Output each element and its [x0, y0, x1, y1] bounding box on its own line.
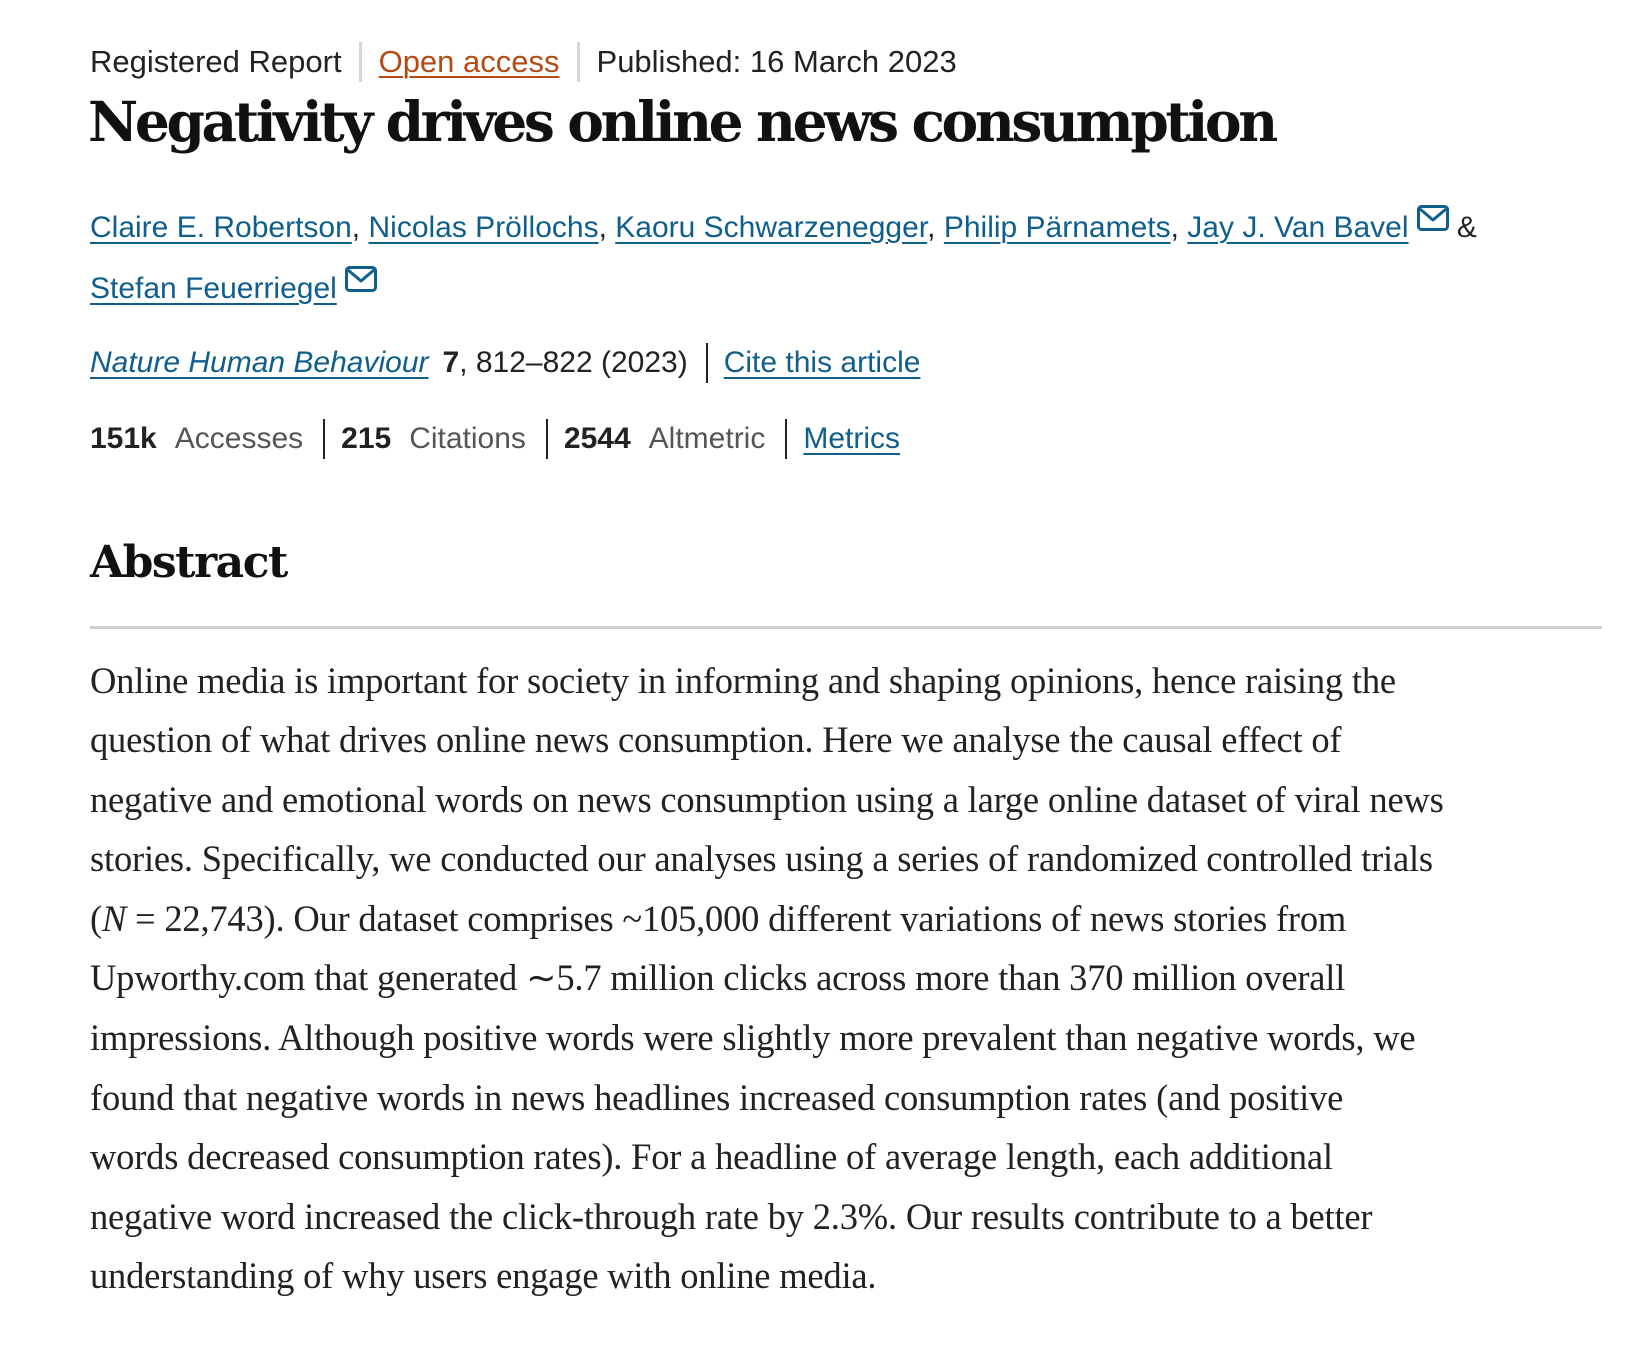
article-header-page [90, 40, 1602, 1306]
email-icon[interactable] [1417, 205, 1449, 231]
author-link[interactable]: Claire E. Robertson [90, 211, 352, 244]
altmetric-label: Altmetric [648, 422, 766, 455]
journal-link[interactable]: Nature Human Behaviour [90, 346, 429, 379]
author-link[interactable]: Stefan Feuerriegel [90, 272, 337, 305]
article-type: Registered Report [90, 44, 342, 79]
journal-pages-year: , 812–822 (2023) [459, 346, 688, 379]
author-separator: , [351, 211, 361, 244]
metrics-divider [323, 419, 325, 459]
citations-label: Citations [409, 422, 526, 455]
meta-divider [577, 42, 580, 82]
abstract-text [90, 651, 1602, 1307]
open-access-link[interactable]: Open access [378, 44, 560, 79]
article-title: Negativity drives online news consumption [88, 89, 1275, 154]
author-link[interactable]: Jay J. Van Bavel [1187, 211, 1409, 244]
accesses-label: Accesses [174, 422, 304, 455]
author-separator: , [927, 211, 936, 244]
author-separator: , [1170, 211, 1179, 244]
article-meta-row [90, 40, 1602, 84]
abstract-divider [90, 626, 1602, 629]
abstract-line: understanding of why users engage with online media. [90, 1255, 877, 1297]
abstract-line: negative and emotional words on news consumption using a large online dataset of viral news [90, 778, 1444, 820]
author-separator: , [598, 211, 607, 244]
abstract-line: negative word increased the click-through rate by 2.3%. Our results contribute to a better [90, 1195, 1373, 1237]
altmetric-score: 2544 [563, 422, 631, 455]
abstract-line: found that negative words in news headlines increased consumption rates (and positive [90, 1076, 1344, 1118]
abstract-line: question of what drives online news consumption. Here we analyse the causal effect of [90, 719, 1342, 761]
metrics-divider [546, 419, 548, 459]
abstract-line: words decreased consumption rates). For a headline of average length, each additional [90, 1136, 1333, 1178]
abstract-heading: Abstract [90, 537, 287, 588]
abstract-line: Online media is important for society in informing and shaping opinions, hence raising the [90, 659, 1396, 701]
email-icon[interactable] [345, 266, 377, 292]
metrics-link[interactable]: Metrics [803, 422, 901, 455]
metrics-divider [785, 419, 787, 459]
meta-divider [359, 42, 362, 82]
author-conjunction: & [1456, 211, 1477, 244]
published-date: Published: 16 March 2023 [596, 44, 957, 79]
author-link[interactable]: Nicolas Pröllochs [368, 211, 599, 244]
abstract-line: Upworthy.com that generated ∼5.7 million clicks across more than 370 million overall [90, 957, 1346, 999]
journal-volume: 7 [442, 346, 460, 379]
metrics-row [90, 417, 1602, 461]
author-list [90, 197, 1602, 319]
author-link[interactable]: Philip Pärnamets [943, 211, 1171, 244]
citation-divider [706, 343, 708, 383]
author-link[interactable]: Kaoru Schwarzenegger [615, 211, 928, 244]
accesses-count: 151k [90, 422, 157, 455]
abstract-line: (N = 22,743). Our dataset comprises ~105,000 different variations of news stories from [90, 897, 1347, 939]
citations-count: 215 [341, 422, 392, 455]
citation-row [90, 341, 1602, 385]
abstract-line: impressions. Although positive words were slightly more prevalent than negative words, we [90, 1017, 1416, 1059]
cite-this-article-link[interactable]: Cite this article [723, 346, 921, 379]
abstract-line: stories. Specifically, we conducted our analyses using a series of randomized controlled trials [90, 838, 1433, 880]
